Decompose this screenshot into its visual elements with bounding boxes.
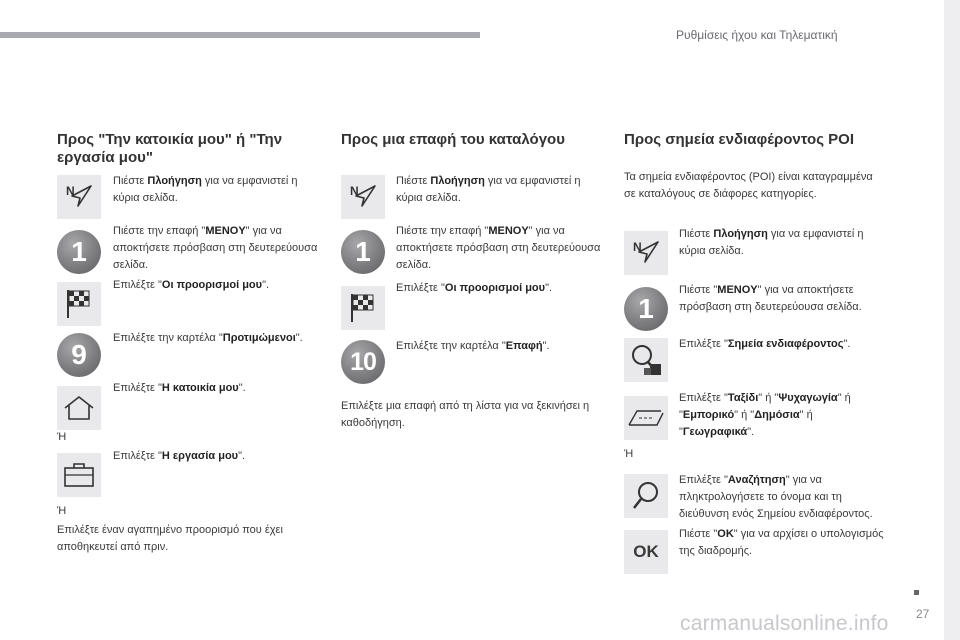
col2-final-text: Επιλέξτε μια επαφή από τη λίστα για να ξεκινήσει η καθοδήγηση. <box>341 400 590 429</box>
page-number: 27 <box>916 607 930 621</box>
road-category-icon <box>624 396 668 440</box>
svg-text:N: N <box>633 240 642 254</box>
or-separator: Ή <box>624 448 634 460</box>
col3-title: Προς σημεία ενδιαφέροντος POI <box>624 131 854 148</box>
step-badge: 10 <box>341 340 385 384</box>
col1-step5-text: Επιλέξτε "Η κατοικία μου". <box>113 382 246 394</box>
poi-search-icon <box>624 338 668 382</box>
col1-step4-text: Επιλέξτε την καρτέλα "Προτιμώμενοι". <box>113 332 303 344</box>
navigation-icon <box>57 175 101 219</box>
step-badge: 1 <box>57 230 101 274</box>
col1-step6-text: Επιλέξτε "Η εργασία μου". <box>113 450 246 462</box>
page-edge-strip <box>944 0 960 640</box>
col3-intro-text: Τα σημεία ενδιαφέροντος (POI) είναι καταγραμμένα σε καταλόγους σε διάφορες κατηγορίες. <box>624 171 873 200</box>
step-badge: 9 <box>57 333 101 377</box>
col1-step2-text: Πιέστε την επαφή "MENOY" για να αποκτήσετε πρόσβαση στη δευτερεύουσα σελίδα. <box>113 225 318 271</box>
svg-text:N: N <box>350 184 359 198</box>
col1-title: Προς "Την κατοικία μου" ή "Την εργασία μου" <box>57 131 283 166</box>
col3-step3-text: Επιλέξτε "Σημεία ενδιαφέροντος". <box>679 338 851 350</box>
ok-button-icon: OK <box>624 530 668 574</box>
col3-step2-text: Πιέστε "MENOY" για να αποκτήσετε πρόσβαση στη δευτερεύουσα σελίδα. <box>679 284 862 313</box>
col2-step1-text: Πιέστε Πλοήγηση για να εμφανιστεί η κύρια σελίδα. <box>396 175 581 204</box>
briefcase-icon <box>57 453 101 497</box>
col3-step6-text: Πιέστε "OK" για να αρχίσει ο υπολογισμός της διαδρομής. <box>679 528 884 557</box>
col2-step2-text: Πιέστε την επαφή "MENOY" για να αποκτήσετε πρόσβαση στη δευτερεύουσα σελίδα. <box>396 225 601 271</box>
col2-step3-text: Επιλέξτε "Οι προορισμοί μου". <box>396 282 553 294</box>
home-icon <box>57 386 101 430</box>
col3-step4-text: Επιλέξτε "Ταξίδι" ή "Ψυχαγωγία" ή "Εμπορικό" ή "Δημόσια" ή "Γεωγραφικά". <box>679 392 851 438</box>
watermark: carmanualsonline.info <box>680 612 889 635</box>
svg-text:N: N <box>66 184 75 198</box>
col2-title: Προς μια επαφή του καταλόγου <box>341 131 565 148</box>
or-separator: Ή <box>57 431 67 443</box>
search-icon <box>624 474 668 518</box>
checkered-flag-icon <box>341 286 385 330</box>
header-bar <box>0 32 480 38</box>
col1-step3-text: Επιλέξτε "Οι προορισμοί μου". <box>113 279 270 291</box>
step-badge: 1 <box>341 230 385 274</box>
navigation-icon <box>624 231 668 275</box>
or-separator: Ή <box>57 505 67 517</box>
checkered-flag-icon <box>57 282 101 326</box>
step-badge: 1 <box>624 287 668 331</box>
col3-step1-text: Πιέστε Πλοήγηση για να εμφανιστεί η κύρια σελίδα. <box>679 228 864 257</box>
col3-step5-text: Επιλέξτε "Αναζήτηση" για να πληκτρολογήσετε το όνομα και τη διεύθυνση ενός Σημείου ενδιαφέροντος. <box>679 474 873 520</box>
col1-final-text: Επιλέξτε έναν αγαπημένο προορισμό που έχει αποθηκευτεί από πριν. <box>57 524 283 553</box>
section-title: Ρυθμίσεις ήχου και Τηλεματική <box>676 28 838 42</box>
col2-step4-text: Επιλέξτε την καρτέλα "Επαφή". <box>396 340 550 352</box>
col1-step1-text: Πιέστε Πλοήγηση για να εμφανιστεί η κύρια σελίδα. <box>113 175 298 204</box>
navigation-icon <box>341 175 385 219</box>
page-marker <box>914 590 919 595</box>
